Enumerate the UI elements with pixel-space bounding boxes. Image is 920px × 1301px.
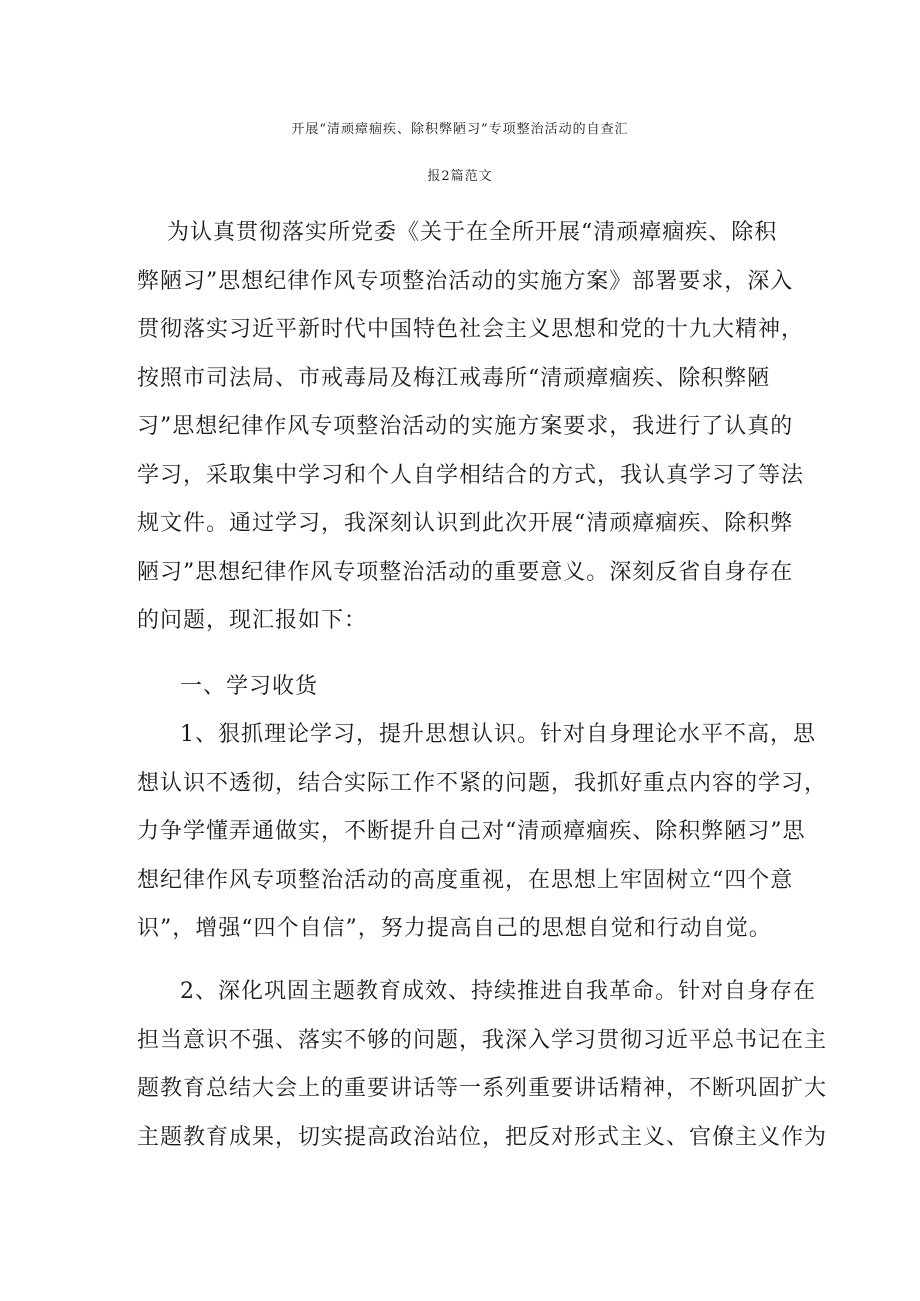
- intro-line: 学习，采取集中学习和个人自学相结合的方式，我认真学习了等法: [137, 463, 805, 488]
- item-2-line: 2、深化巩固主题教育成效、持续推进自我革命。针对自身存在: [180, 979, 816, 1004]
- intro-line: 为认真贯彻落实所党委《关于在全所开展“清顽瘴痼疾、除积: [167, 220, 778, 245]
- item-2-line: 担当意识不强、落实不够的问题，我深入学习贯彻习近平总书记在主: [137, 1028, 828, 1053]
- section-heading: 一、学习收货: [180, 674, 319, 699]
- item-2-line: 主题教育成果，切实提高政治站位，把反对形式主义、官僚主义作为: [137, 1125, 828, 1150]
- item-1-line: 想纪律作风专项整治活动的高度重视，在思想上牢固树立“四个意: [137, 868, 794, 893]
- intro-line: 规文件。通过学习，我深刻认识到此次开展“清顽瘴痼疾、除积弊: [137, 511, 794, 536]
- document-title-line-1: 开展“清顽瘴痼疾、除积弊陋习”专项整治活动的自查汇: [291, 122, 629, 137]
- intro-line: 弊陋习”思想纪律作风专项整治活动的实施方案》部署要求，深入: [137, 269, 794, 294]
- item-1-line: 识”，增强“四个自信”，努力提高自己的思想自觉和行动自觉。: [137, 916, 772, 941]
- document-title-line-2: 报2篇范文: [427, 169, 493, 184]
- intro-line: 习”思想纪律作风专项整治活动的实施方案要求，我进行了认真的: [137, 414, 794, 439]
- item-1-line: 1、狠抓理论学习，提升思想认识。针对自身理论水平不高，思: [180, 722, 816, 747]
- intro-line: 陋习”思想纪律作风专项整治活动的重要意义。深刻反省自身存在: [137, 560, 794, 585]
- item-1-line: 力争学懂弄通做实，不断提升自己对“清顽瘴痼疾、除积弊陋习”思: [137, 819, 806, 844]
- item-1-line: 想认识不透彻，结合实际工作不紧的问题，我抓好重点内容的学习，: [137, 771, 828, 796]
- intro-line: 贯彻落实习近平新时代中国特色社会主义思想和党的十九大精神，: [137, 317, 805, 342]
- item-2-line: 题教育总结大会上的重要讲话等一系列重要讲话精神，不断巩固扩大: [137, 1076, 828, 1101]
- intro-line: 的问题，现汇报如下：: [137, 608, 368, 633]
- intro-line: 按照市司法局、市戒毒局及梅江戒毒所“清顽瘴痼疾、除积弊陋: [137, 366, 771, 391]
